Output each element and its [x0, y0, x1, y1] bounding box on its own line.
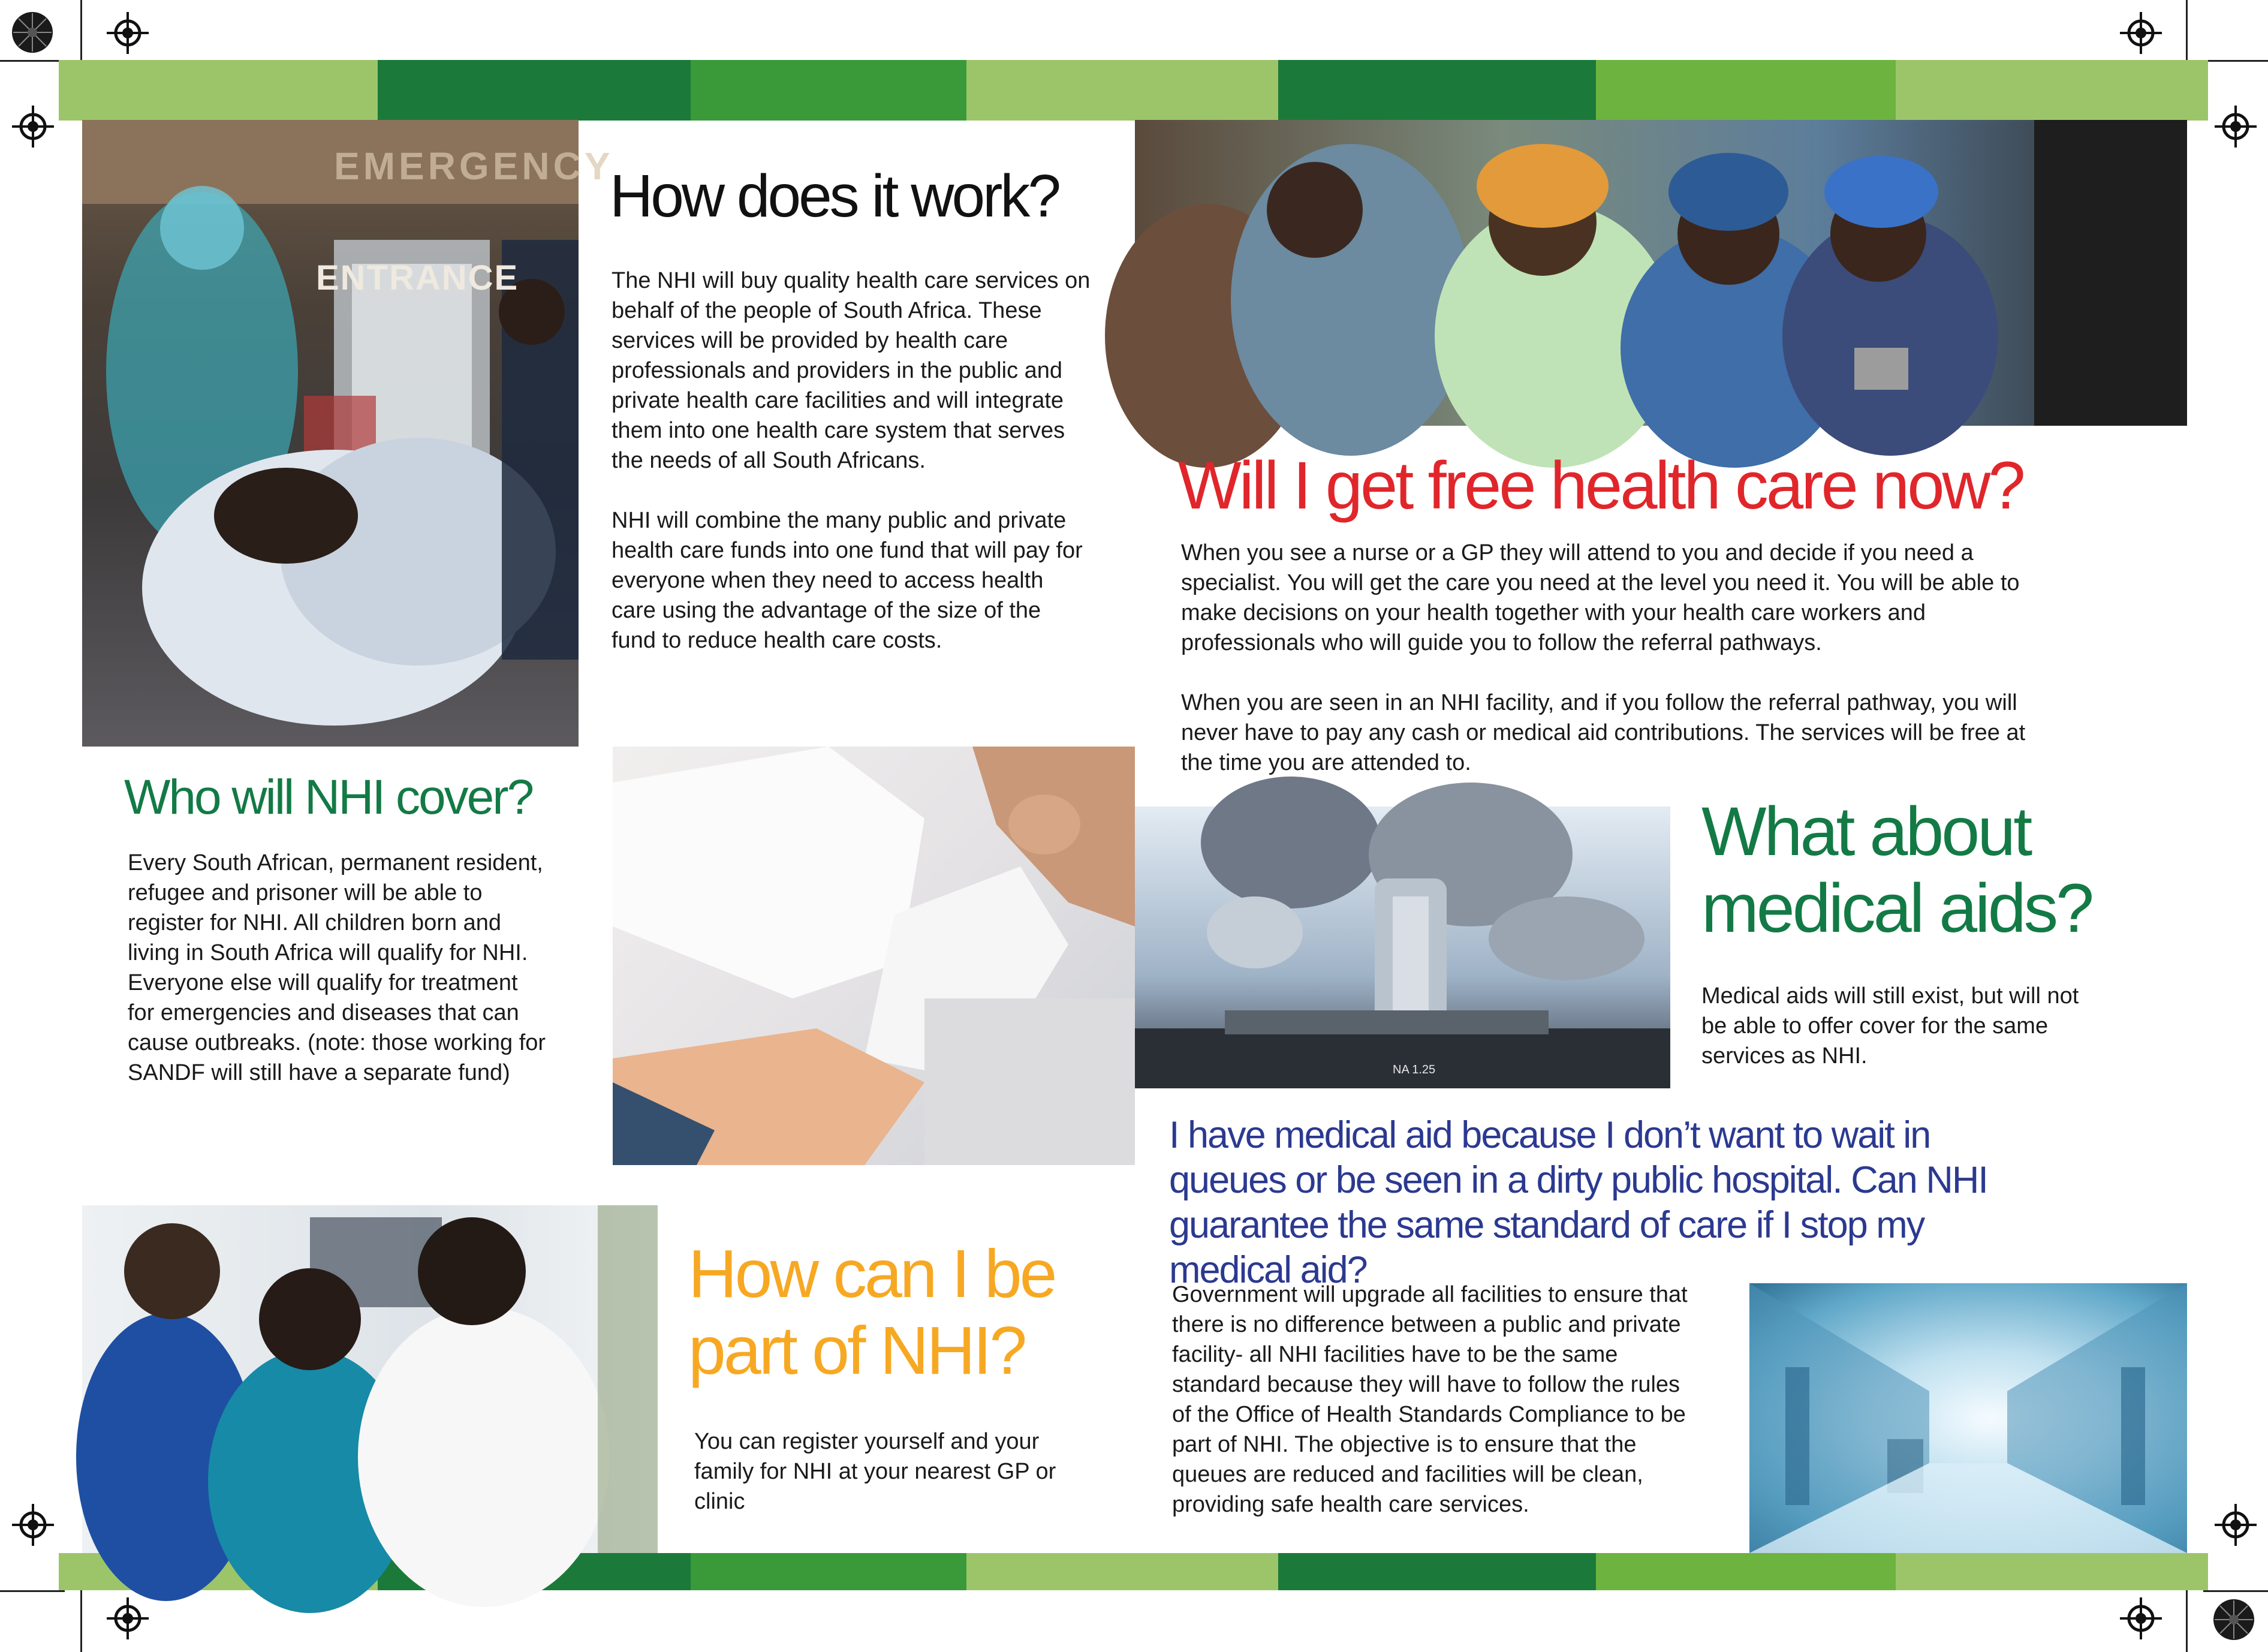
crop-line-bottom-right-h [2203, 1590, 2268, 1592]
crop-line-bottom-left-v [80, 1587, 82, 1652]
medical-aids-title-line-1: What about [1701, 793, 2031, 870]
who-covered-paragraph-1: Every South African, permanent resident, refugee and prisoner will be able to register for NHI. All children born and living in South Africa will qualify for NHI. Everyone else will qualify for treatment for emergencies and diseases that can cause outbreaks. (note: those working for SANDF will still have a separate fund) [128, 850, 546, 1085]
free-care-paragraph-2: When you are seen in an NHI facility, and if you follow the referral pathway, you will never have to pay any cash or medical aid contributions. The services will be free at the time you are attended to. [1181, 690, 2026, 775]
microscope-lens-label: NA 1.25 [1393, 1063, 1436, 1076]
crosshair-mark-top-left [107, 12, 149, 54]
top-color-band [59, 60, 2208, 121]
who-covered-body [128, 848, 547, 1088]
be-part-paragraph-1: You can register yourself and your family for NHI at your nearest GP or clinic [694, 1429, 1056, 1514]
how-it-works-paragraph-1: The NHI will buy quality health care services on behalf of the people of South Africa. These services will be provided by health care professionals and providers in the public and private health care facilities and will integrate them into one health care system that serves the needs of all South Africans. [612, 268, 1091, 473]
crosshair-mark-bottom-left [107, 1597, 149, 1639]
free-care-paragraph-1: When you see a nurse or a GP they will attend to you and decide if you need a specialist. You will get the care you need at the level you need it. You will be able to make decisions on your health together with your health care workers and professionals who will guide you to follow the referral pathways. [1181, 540, 2020, 655]
photo-hospital-corridor [1749, 1283, 2187, 1553]
emergency-sign-text: EMERGENCY [334, 145, 614, 188]
crosshair-mark-right-upper [2215, 106, 2257, 148]
medical-aids-title-line-2: medical aids? [1701, 870, 2092, 947]
crosshair-mark-left-lower [12, 1504, 54, 1546]
be-part-title-line-2: part of NHI? [688, 1313, 1025, 1388]
medical-aids-body [1701, 981, 2109, 1071]
how-it-works-title: How does it work? [610, 163, 1059, 230]
be-part-title-line-1: How can I be [688, 1236, 1055, 1311]
free-care-title: Will I get free health care now? [1178, 448, 2023, 523]
crop-line-top-right-h [2203, 60, 2268, 62]
photo-emergency-gurney [82, 120, 614, 747]
how-it-works-body [612, 266, 1091, 655]
free-care-body [1181, 538, 2056, 778]
how-it-works-paragraph-2: NHI will combine the many public and private health care funds into one fund that will pay for everyone when they need to access health care using the advantage of the size of the fund to reduce health care costs. [612, 508, 1083, 653]
registration-circle-top-left [11, 11, 54, 54]
photo-microscope [1135, 807, 1670, 1088]
crop-line-top-left-v [80, 0, 82, 65]
guarantee-body [1172, 1280, 1694, 1519]
who-covered-title: Who will NHI cover? [124, 770, 533, 825]
be-part-title [688, 1235, 1055, 1389]
photo-bandaged-foot [613, 747, 1135, 1165]
crop-line-top-left-h [0, 60, 65, 62]
photo-medical-team-xray [82, 1205, 658, 1553]
medical-aids-title [1701, 793, 2092, 947]
medical-aids-paragraph-1: Medical aids will still exist, but will not be able to offer cover for the same services as NHI. [1701, 983, 2079, 1069]
crosshair-mark-bottom-right [2120, 1597, 2162, 1639]
guarantee-question-title: I have medical aid because I don’t want to wait in queues or be seen in a dirty public hospital. Can NHI guarantee the same standard of care if I stop my medical aid? [1169, 1114, 1987, 1291]
crop-line-bottom-left-h [0, 1590, 65, 1592]
crosshair-mark-left-upper [12, 106, 54, 148]
crop-line-bottom-right-v [2186, 1587, 2188, 1652]
be-part-body [694, 1427, 1078, 1516]
crosshair-mark-top-right [2120, 12, 2162, 54]
entrance-sign-text: ENTRANCE [316, 258, 519, 297]
registration-circle-bottom-right [2212, 1598, 2255, 1641]
crop-line-top-right-v [2186, 0, 2188, 65]
guarantee-paragraph-1: Government will upgrade all facilities to ensure that there is no difference between a public and private facility- all NHI facilities have to be the same standard because they will have to follow the rules of the Office of Health Standards Compliance to be part of NHI. The objective is to ensure that the queues are reduced and facilities will be clean, providing safe health care services. [1172, 1282, 1688, 1517]
crosshair-mark-right-lower [2215, 1504, 2257, 1546]
photo-waiting-patients [1135, 120, 2187, 426]
